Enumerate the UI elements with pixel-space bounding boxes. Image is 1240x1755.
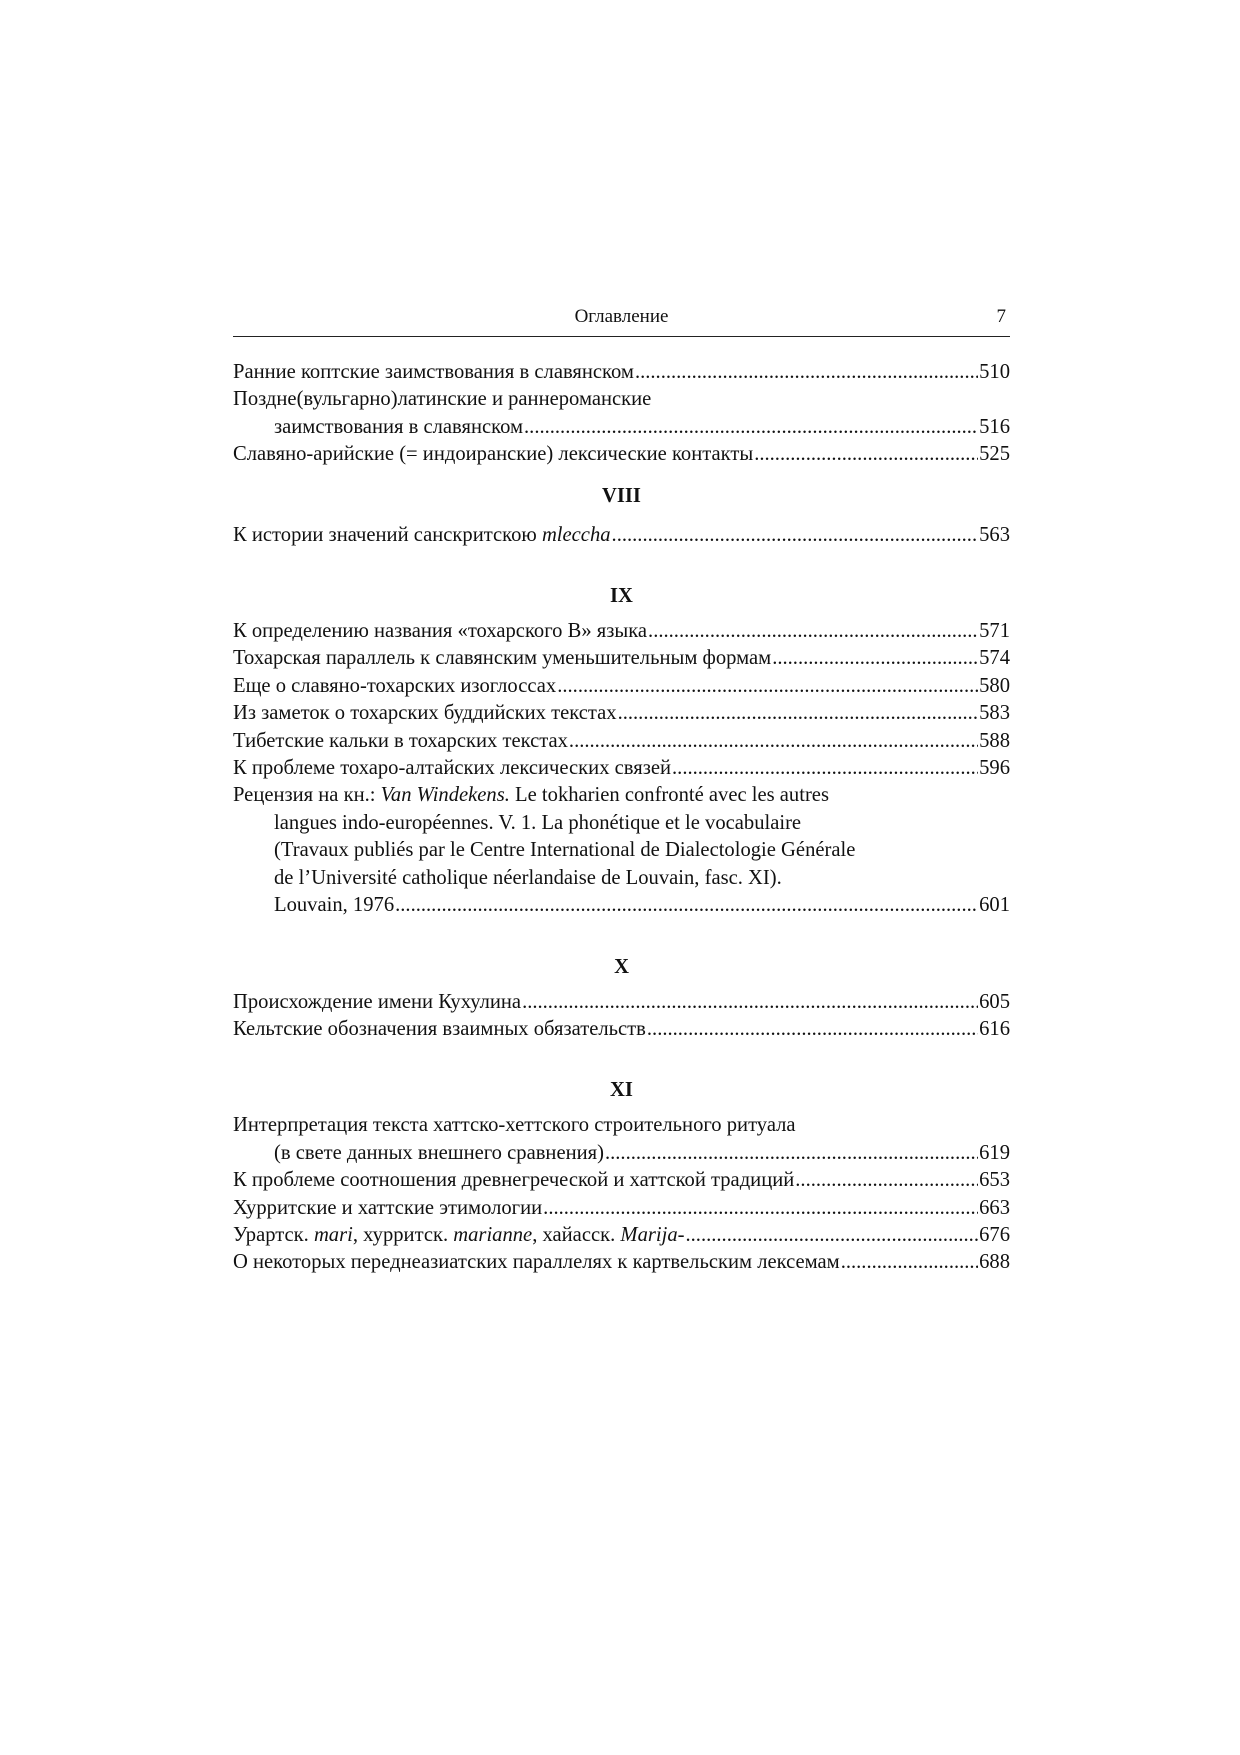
toc-entry-ritual[interactable]: (в свете данных внешнего сравнения) ..... 619 (233, 1140, 1010, 1167)
leader-dots (557, 673, 978, 700)
toc-entry-urartian[interactable]: Урартск. mari, хурритск. marianne, хайасск. Marija- ..... 676 (233, 1222, 1010, 1249)
table-of-contents (233, 337, 1010, 1277)
toc-entry[interactable]: Кельтские обозначения взаимных обязательств ..... 616 (233, 1016, 1010, 1043)
toc-page-ref: 663 (979, 1196, 1010, 1219)
section-heading-x: X (614, 955, 629, 978)
leader-dots (648, 618, 978, 645)
toc-entry-ritual-line1[interactable]: Интерпретация текста хаттско-хеттского строительного ритуала (233, 1114, 796, 1137)
running-head-title: Оглавление (574, 306, 669, 327)
toc-entry[interactable]: Происхождение имени Кухулина ..... 605 (233, 989, 1010, 1016)
toc-page-ref: 510 (979, 361, 1010, 383)
toc-entry-review-line1[interactable]: Рецензия на кн.: Van Windekens. Le tokharien confronté avec les autres (233, 784, 829, 807)
toc-entry[interactable]: Из заметок о тохарских буддийских текстах ..... 583 (233, 700, 1010, 727)
toc-page-ref: 688 (979, 1251, 1010, 1274)
leader-dots (612, 522, 979, 549)
leader-dots (672, 755, 978, 782)
section-heading-viii: VIII (602, 484, 641, 507)
toc-page-ref: 596 (979, 757, 1010, 780)
toc-entry-review[interactable]: Louvain, 1976 ..... 601 (233, 892, 1010, 919)
toc-page (233, 302, 1010, 1277)
toc-entry-aryan[interactable]: Славяно-арийские (= индоиранские) лексические контакты ..... 525 (233, 441, 1010, 468)
toc-entry-review-line2: langues indo-européennes. V. 1. La phonétique et le vocabulaire (274, 811, 802, 834)
toc-entry[interactable]: О некоторых переднеазиатских параллелях к картвельским лексемам ..... 688 (233, 1249, 1010, 1276)
leader-dots (754, 441, 978, 468)
leader-dots (772, 645, 978, 672)
toc-page-ref: 676 (979, 1223, 1010, 1246)
toc-page-ref: 571 (979, 620, 1010, 643)
leader-dots (686, 1222, 979, 1249)
leader-dots (795, 1167, 978, 1194)
leader-dots (543, 1195, 978, 1222)
toc-entry[interactable]: Тибетские кальки в тохарских текстах ..... 588 (233, 728, 1010, 755)
toc-entry-latin-line1[interactable]: Поздне(вульгарно)латинские и раннероманские (233, 388, 652, 411)
leader-dots (569, 728, 978, 755)
toc-entry[interactable]: Тохарская параллель к славянским уменьшительным формам ..... 574 (233, 645, 1010, 672)
running-head (233, 302, 1010, 337)
toc-entry-mleccha[interactable]: К истории значений санскритскою mleccha ..... 563 (233, 522, 1010, 549)
leader-dots (522, 989, 978, 1016)
toc-page-ref: 563 (979, 523, 1010, 546)
leader-dots (647, 1016, 978, 1043)
leader-dots (635, 359, 978, 386)
toc-entry-latin[interactable]: заимствования в славянском ..... 516 (233, 414, 1010, 441)
page-number: 7 (996, 306, 1006, 327)
toc-page-ref: 525 (979, 443, 1010, 466)
toc-page-ref: 601 (979, 894, 1010, 917)
leader-dots (605, 1140, 978, 1167)
section-heading-xi: XI (610, 1079, 633, 1102)
toc-page-ref: 583 (979, 702, 1010, 725)
toc-page-ref: 574 (979, 647, 1010, 670)
toc-entry[interactable]: Еще о славяно-тохарских изоглоссах ..... 580 (233, 673, 1010, 700)
leader-dots (841, 1249, 978, 1276)
toc-entry[interactable]: К проблеме тохаро-алтайских лексических связей ..... 596 (233, 755, 1010, 782)
leader-dots (618, 700, 979, 727)
leader-dots (524, 414, 978, 441)
toc-page-ref: 619 (979, 1141, 1010, 1164)
toc-entry[interactable]: Хурритские и хаттские этимологии ..... 663 (233, 1195, 1010, 1222)
toc-entry-coptic[interactable]: Ранние коптские заимствования в славянском ..... 510 (233, 359, 1010, 386)
toc-page-ref: 653 (979, 1169, 1010, 1192)
toc-entry[interactable]: К проблеме соотношения древнегреческой и хаттской традиций ..... 653 (233, 1167, 1010, 1194)
toc-entry-review-line4: de l’Université catholique néerlandaise de Louvain, fasc. XI). (274, 866, 782, 889)
leader-dots (395, 892, 978, 919)
toc-page-ref: 580 (979, 674, 1010, 697)
toc-page-ref: 516 (979, 415, 1010, 438)
toc-page-ref: 588 (979, 729, 1010, 752)
toc-page-ref: 616 (979, 1017, 1010, 1040)
section-heading-ix: IX (610, 585, 633, 608)
toc-page-ref: 605 (979, 990, 1010, 1013)
toc-entry[interactable]: К определению названия «тохарского B» языка ..... 571 (233, 618, 1010, 645)
toc-entry-review-line3: (Travaux publiés par le Centre International de Dialectologie Générale (274, 839, 856, 862)
